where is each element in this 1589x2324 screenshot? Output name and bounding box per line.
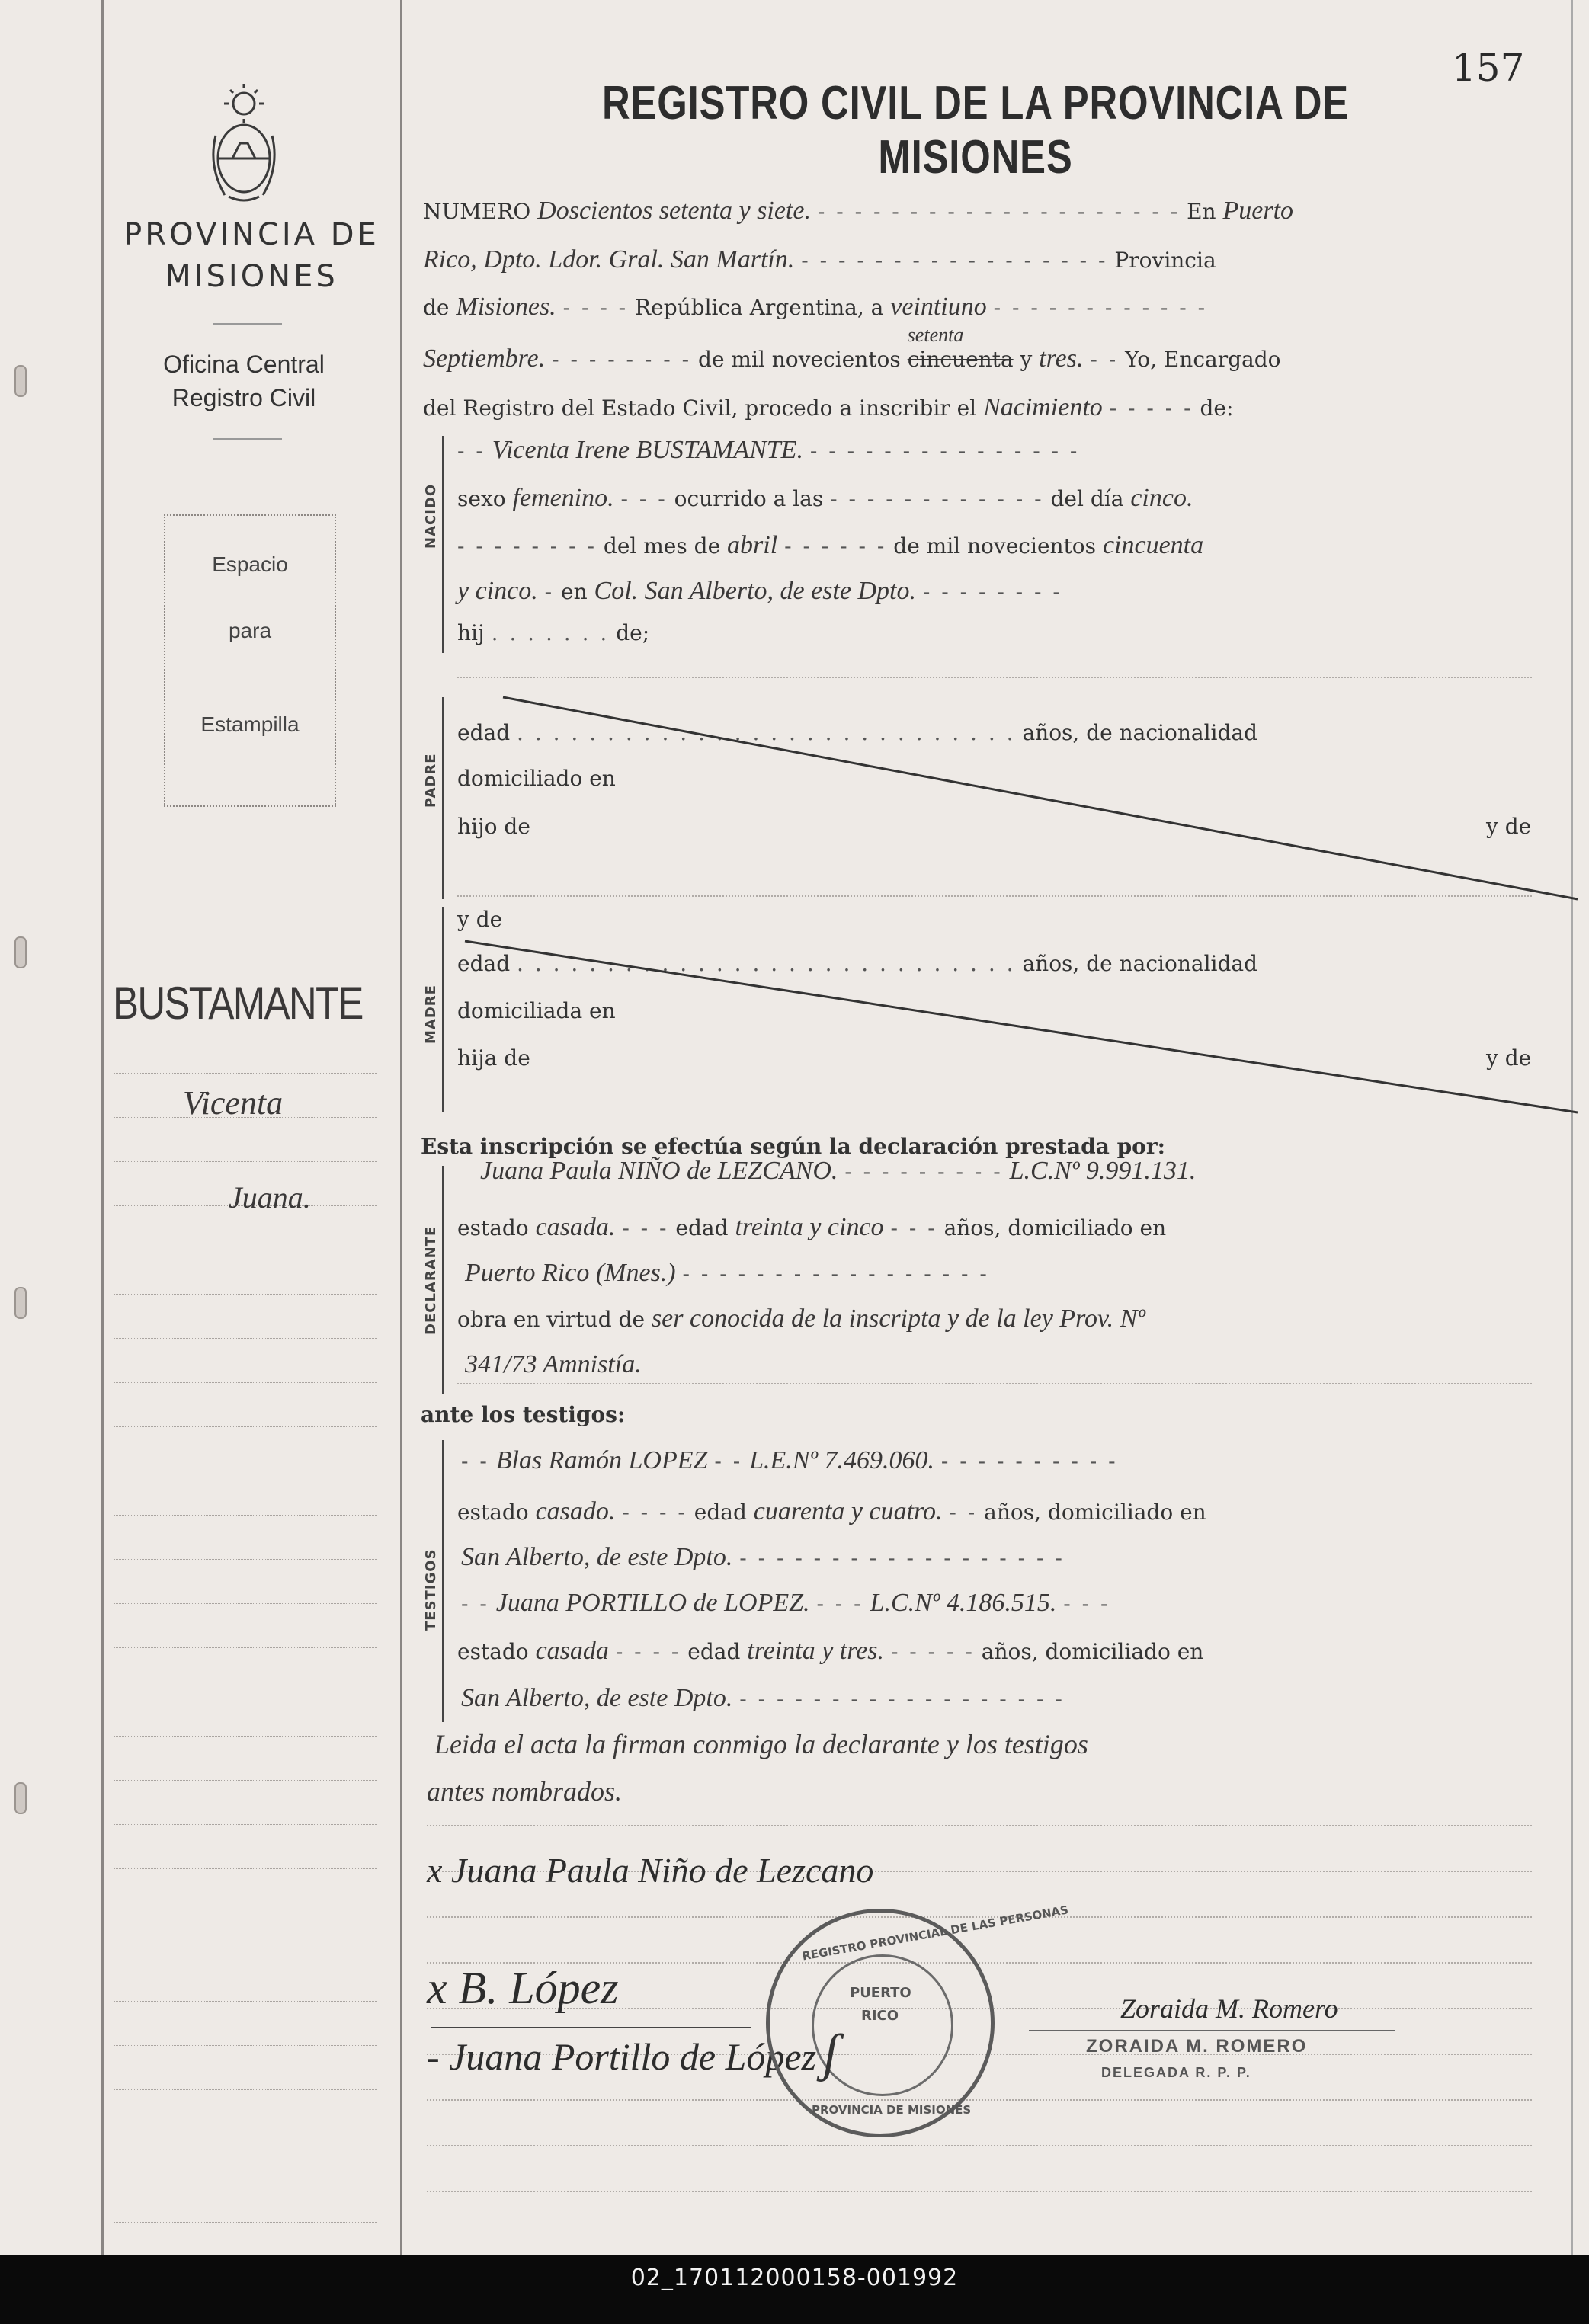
madre-section-label: MADRE: [423, 984, 439, 1044]
hij-de-label: de;: [616, 620, 650, 645]
provincia-label: Provincia: [1114, 248, 1216, 273]
page-number: 157: [1452, 46, 1525, 90]
testigos-section-border: [442, 1440, 444, 1722]
padre-y-de: y de: [1486, 814, 1532, 839]
declarante-virtud-2: 341/73 Amnistía.: [465, 1350, 642, 1378]
closing-line-2: [427, 1775, 622, 1807]
stamp-label-2: para: [228, 619, 272, 642]
de-colon-label: de:: [1200, 395, 1234, 421]
sexo-label: sexo: [457, 486, 506, 511]
sexo-row: sexo femenino. - - - ocurrido a las - - - - - - - - - - - - del día cinco.: [457, 484, 1193, 512]
sexo-value: femenino.: [512, 484, 614, 512]
testigo1-estado-label: estado: [457, 1500, 529, 1525]
testigo2-domicilio-row: San Alberto, de este Dpto. - - - - - - - - - - - - - - - - - -: [461, 1684, 1065, 1712]
signature-underline: [431, 2027, 751, 2028]
margin-given-name-1: Vicenta: [183, 1084, 284, 1122]
province-name-line1: PROVINCIA DE: [123, 217, 380, 252]
testigo1-domicilio: San Alberto, de este Dpto.: [461, 1543, 733, 1571]
declarante-virtud-1: ser conocida de la inscripta y de la ley Prov. Nº: [651, 1304, 1145, 1333]
testigo2-name: Juana PORTILLO de LOPEZ.: [495, 1589, 810, 1617]
del-mes-label: del mes de: [603, 533, 721, 559]
stamp-label-1: Espacio: [212, 552, 288, 576]
closing-line-1: [434, 1728, 1088, 1760]
nacido-dia: cinco.: [1130, 484, 1193, 512]
testigo2-edad: treinta y tres.: [747, 1637, 885, 1665]
nacido-name-row: - - Vicenta Irene BUSTAMANTE. - - - - - - - - - - - - - - -: [457, 436, 1080, 464]
padre-edad-row: edad . . . . . . . . . . . . . . . . . . . . . . . . . . . . años, de nacionalidad: [457, 720, 1258, 745]
numero-label: NUMERO: [423, 199, 531, 224]
province-name-line2: MISIONES: [165, 259, 338, 294]
declarante-section-border: [442, 1166, 444, 1394]
seal-bottom-text: PROVINCIA DE MISIONES: [812, 2103, 972, 2117]
inserted-year: setenta: [907, 324, 964, 346]
provincia-value: Misiones.: [456, 293, 556, 321]
testigo1-domicilio-row: San Alberto, de este Dpto. - - - - - - - - - - - - - - - - - -: [461, 1543, 1065, 1571]
official-seal: [766, 1903, 1070, 2137]
declarante-virtud-label: obra en virtud de: [457, 1307, 646, 1332]
padre-hijo-label: hijo de: [457, 814, 530, 839]
closing-text-1: Leida el acta la firman conmigo la declarante y los testigos: [434, 1729, 1088, 1759]
margin-given-name-2: Juana.: [229, 1180, 311, 1215]
signature-testigo-2: - Juana Portillo de López: [427, 2035, 817, 2078]
official-signature: Zoraida M. Romero: [1120, 1993, 1338, 2024]
testigo1-estado-row: estado casado. - - - - edad cuarenta y cuatro. - - años, domiciliado en: [457, 1497, 1206, 1525]
testigo1-name-row: - - Blas Ramón LOPEZ - - L.E.Nº 7.469.060. - - - - - - - - - -: [461, 1446, 1118, 1474]
declarante-estado: casada.: [535, 1213, 616, 1241]
declarante-edad: treinta y cinco: [735, 1213, 884, 1241]
declarante-domicilio-label: años, domiciliado en: [943, 1215, 1167, 1240]
de-mil-label: de mil novecientos: [698, 347, 901, 372]
seal-center-2: RICO: [861, 2008, 899, 2024]
acto-value: Nacimiento: [983, 393, 1103, 421]
office-line1: Oficina Central: [163, 351, 325, 378]
declarante-estado-label: estado: [457, 1215, 529, 1240]
official-printed-name: ZORAIDA M. ROMERO: [1086, 2036, 1308, 2057]
testigo2-estado: casada: [535, 1637, 609, 1665]
testigo1-estado: casado.: [535, 1497, 616, 1525]
testigos-intro: ante los testigos:: [421, 1402, 626, 1427]
struck-year: cincuenta: [907, 347, 1014, 372]
declarante-doc: L.C.Nº 9.991.131.: [1009, 1157, 1197, 1185]
nacido-en-label: en: [561, 579, 588, 604]
seal-center-1: PUERTO: [850, 1985, 911, 2001]
declarante-section-label: DECLARANTE: [423, 1225, 439, 1335]
mes-row: - - - - - - - - del mes de abril - - - - - - de mil novecientos cincuenta: [457, 531, 1204, 559]
y-label: y: [1020, 347, 1033, 372]
testigos-section-label: TESTIGOS: [423, 1548, 439, 1631]
testigo1-domicilio-label: años, domiciliado en: [984, 1500, 1206, 1525]
numero-row: NUMERO Doscientos setenta y siete. - - - - - - - - - - - - - - - - - - - - En Puerto: [423, 197, 1294, 225]
year-units: tres.: [1039, 344, 1084, 373]
declarante-domicilio-row: Puerto Rico (Mnes.) - - - - - - - - - - - - - - - - -: [465, 1259, 989, 1287]
location-row: Rico, Dpto. Ldor. Gral. San Martín. - - - - - - - - - - - - - - - - - Provincia: [423, 245, 1216, 274]
madre-nacionalidad-label: años, de nacionalidad: [1022, 951, 1258, 976]
signature-testigo-1: x B. López: [427, 1963, 619, 2013]
testigo1-edad-label: edad: [694, 1500, 747, 1525]
en-value-2: Rico, Dpto. Ldor. Gral. San Martín.: [423, 245, 795, 274]
declarante-edad-label: edad: [675, 1215, 729, 1240]
testigo1-name: Blas Ramón LOPEZ: [495, 1446, 708, 1474]
madre-domicilio-label: domiciliada en: [457, 998, 616, 1023]
padre-nacionalidad-label: años, de nacionalidad: [1022, 720, 1258, 745]
inscribir-label: del Registro del Estado Civil, procedo a inscribir el: [423, 395, 977, 421]
testigo2-domicilio: San Alberto, de este Dpto.: [461, 1684, 733, 1712]
madre-y-de: y de: [1486, 1045, 1532, 1071]
testigo1-edad: cuarenta y cuatro.: [753, 1497, 943, 1525]
republica-label: República Argentina, a: [635, 295, 884, 320]
nacido-de-mil-label: de mil novecientos: [893, 533, 1097, 559]
en-value-1: Puerto: [1222, 197, 1294, 225]
nacido-year-1: cincuenta: [1102, 531, 1204, 559]
nacido-lugar: Col. San Alberto, de este Dpto.: [594, 577, 916, 605]
de-label: de: [423, 295, 450, 320]
declarante-intro: Esta inscripción se efectúa según la declaración prestada por:: [421, 1134, 1165, 1159]
del-dia-label: del día: [1050, 486, 1124, 511]
testigo2-estado-row: estado casada - - - - edad treinta y tres. - - - - - años, domiciliado en: [457, 1637, 1204, 1665]
closing-text-2: antes nombrados.: [427, 1776, 623, 1807]
office-line2: Registro Civil: [171, 384, 316, 411]
declarante-estado-row: estado casada. - - - edad treinta y cinco - - - años, domiciliado en: [457, 1213, 1167, 1241]
padre-section-label: PADRE: [423, 753, 439, 808]
testigo2-edad-label: edad: [687, 1639, 741, 1664]
nacido-section-label: NACIDO: [423, 483, 439, 549]
mes-value: Septiembre.: [423, 344, 546, 373]
nacido-year-2: y cinco.: [457, 577, 538, 605]
encargado-label: Yo, Encargado: [1125, 347, 1281, 372]
hij-row: hij . . . . . . . de;: [457, 620, 650, 645]
declarante-blank-line: [457, 1383, 1532, 1384]
provincia-row: de Misiones. - - - - República Argentina, a veintiuno - - - - - - - - - - - -: [423, 293, 1208, 321]
madre-edad-row: edad . . . . . . . . . . . . . . . . . . . . . . . . . . . . años, de nacionalidad: [457, 951, 1258, 976]
testigo2-domicilio-label: años, domiciliado en: [981, 1639, 1204, 1664]
en-label: En: [1187, 199, 1216, 224]
testigo1-doc: L.E.Nº 7.469.060.: [749, 1446, 934, 1474]
hij-label: hij: [457, 620, 485, 645]
stamp-label-3: Estampilla: [200, 712, 300, 736]
fecha-row: Septiembre. - - - - - - - - de mil novecientos setenta cincuenta y tres. - - Yo, Encargado: [423, 324, 1281, 373]
nacido-mes: abril: [727, 531, 778, 559]
signature-declarante: x Juana Paula Niño de Lezcano: [427, 1851, 874, 1890]
inscribir-row: del Registro del Estado Civil, procedo a inscribir el Nacimiento - - - - - de:: [423, 393, 1234, 421]
ocurrido-label: ocurrido a las: [674, 486, 824, 511]
declarante-domicilio: Puerto Rico (Mnes.): [465, 1259, 676, 1287]
seal-ring-text: REGISTRO PROVINCIAL DE LAS PERSONAS: [801, 1903, 1070, 1964]
dia-value: veintiuno: [890, 293, 987, 321]
testigo2-name-row: - - Juana PORTILLO de LOPEZ. - - - L.C.Nº 4.186.515. - - -: [461, 1589, 1110, 1617]
testigo2-doc: L.C.Nº 4.186.515.: [870, 1589, 1057, 1617]
official-rule: [1029, 2030, 1395, 2031]
testigo2-estado-label: estado: [457, 1639, 529, 1664]
official-title: DELEGADA R. P. P.: [1101, 2065, 1251, 2080]
padre-edad-label: edad: [457, 720, 511, 745]
madre-edad-label: edad: [457, 951, 511, 976]
footer-caption: 02_170112000158-001992: [630, 2265, 959, 2291]
madre-y-de-top: y de: [457, 907, 503, 932]
declarante-virtud-row-2: [465, 1350, 642, 1379]
madre-hija-label: hija de: [457, 1045, 530, 1071]
declarante-virtud-row: [457, 1304, 1145, 1333]
padre-domicilio-label: domiciliado en: [457, 766, 616, 791]
declarante-name-row: Juana Paula NIÑO de LEZCANO. - - - - - - - - - L.C.Nº 9.991.131.: [480, 1157, 1197, 1185]
lugar-row: y cinco. - en Col. San Alberto, de este Dpto. - - - - - - - -: [457, 577, 1062, 605]
numero-value: Doscientos setenta y siete.: [537, 197, 811, 225]
margin-surname: BUSTAMANTE: [113, 978, 363, 1029]
signature-over-seal: ʃ: [823, 2024, 839, 2082]
nacido-name: Vicenta Irene BUSTAMANTE.: [492, 436, 803, 464]
declarante-name: Juana Paula NIÑO de LEZCANO.: [480, 1157, 838, 1185]
document-title: REGISTRO CIVIL DE LA PROVINCIA DE MISIONES: [602, 77, 1349, 184]
